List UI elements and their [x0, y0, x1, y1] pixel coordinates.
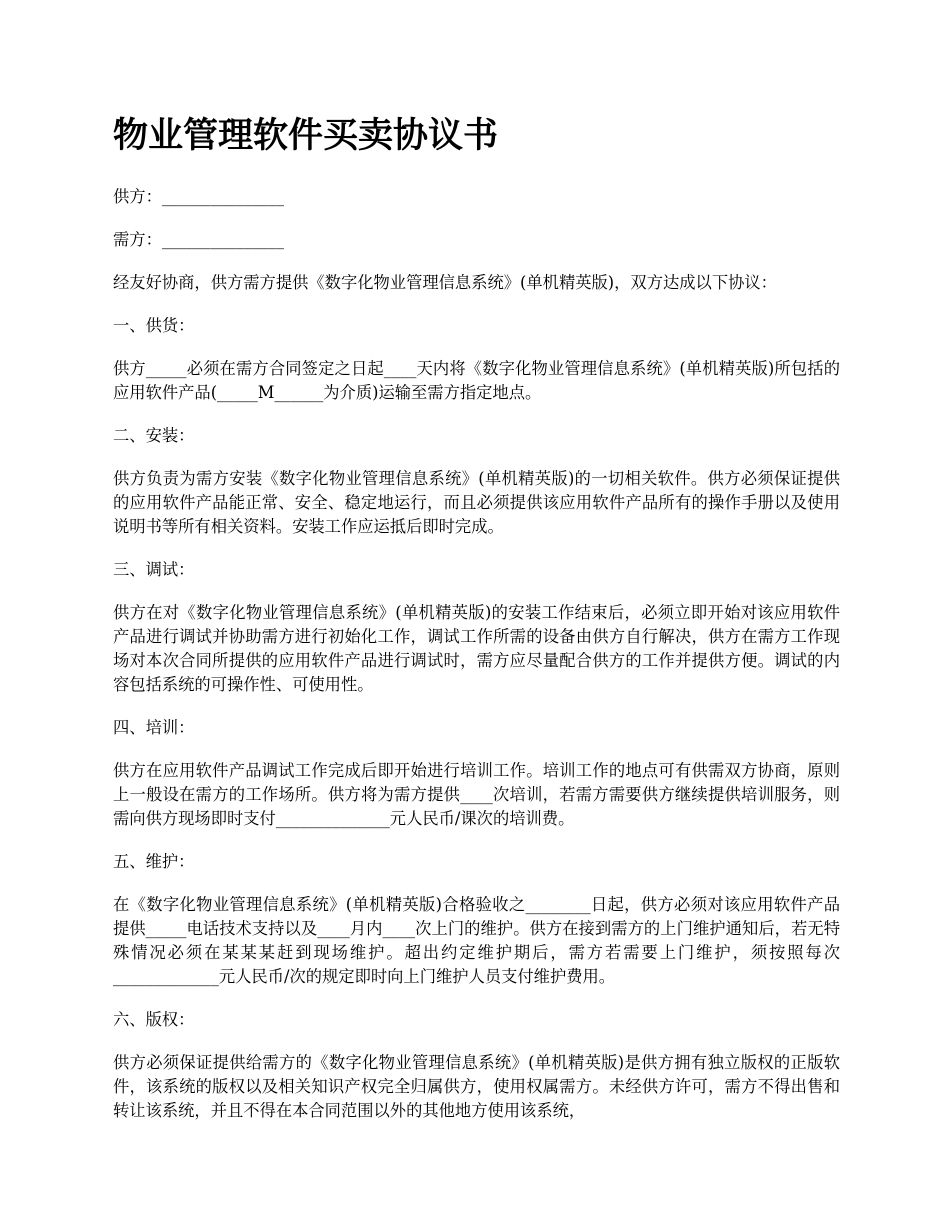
intro-paragraph: 经友好协商，供方需方提供《数字化物业管理信息系统》(单机精英版)，双方达成以下协议：: [113, 273, 777, 292]
buyer-line: 需方：_______________: [113, 230, 284, 249]
document-title: 物业管理软件买卖协议书: [113, 115, 499, 156]
section-body-copyright: 供方必须保证提供给需方的《数字化物业管理信息系统》(单机精英版)是供方拥有独立版权的正版软件，该系统的版权以及相关知识产权完全归属供方，使用权属需方。未经供方许可，需方不得出售和转让该系统，并且不得在本合同范围以外的其他地方使用该系统，: [113, 1053, 840, 1120]
section-body-maintenance: 在《数字化物业管理信息系统》(单机精英版)合格验收之________日起，供方必须对该应用软件产品提供_____电话技术支持以及____月内____次上门的维护。供方在接到需方的上门维护通知后，若无特殊情况必须在某某某赶到现场维护。超出约定维护期后，需方若需要上门维护，须按照每次_____________元人民币/次的规定即时向上门维护人员支付维护费用。: [113, 895, 840, 986]
section-body-debugging: 供方在对《数字化物业管理信息系统》(单机精英版)的安装工作结束后，必须立即开始对该应用软件产品进行调试并协助需方进行初始化工作，调试工作所需的设备由供方自行解决，供方在需方工作现场对本次合同所提供的应用软件产品进行调试时，需方应尽量配合供方的工作并提供方便。调试的内容包括系统的可操作性、可使用性。: [113, 603, 840, 694]
section-heading-maintenance: 五、维护：: [113, 852, 195, 871]
section-heading-supply: 一、供货：: [113, 316, 195, 335]
section-body-supply: 供方_____必须在需方合同签定之日起____天内将《数字化物业管理信息系统》(单机精英版)所包括的应用软件产品(_____M______为介质)运输至需方指定地点。: [113, 359, 840, 402]
section-heading-installation: 二、安装：: [113, 426, 195, 445]
document-page: [113, 112, 840, 1142]
section-heading-debugging: 三、调试：: [113, 560, 195, 579]
supplier-line: 供方：_______________: [113, 187, 284, 206]
section-body-installation: 供方负责为需方安装《数字化物业管理信息系统》(单机精英版)的一切相关软件。供方必须保证提供的应用软件产品能正常、安全、稳定地运行，而且必须提供该应用软件产品所有的操作手册以及使用说明书等所有相关资料。安装工作应运抵后即时完成。: [113, 469, 840, 536]
section-heading-copyright: 六、版权：: [113, 1010, 195, 1029]
section-body-training: 供方在应用软件产品调试工作完成后即开始进行培训工作。培训工作的地点可有供需双方协商，原则上一般设在需方的工作场所。供方将为需方提供____次培训，若需方需要供方继续提供培训服务，则需向供方现场即时支付______________元人民币/课次的培训费。: [113, 761, 840, 828]
section-heading-training: 四、培训：: [113, 718, 195, 737]
